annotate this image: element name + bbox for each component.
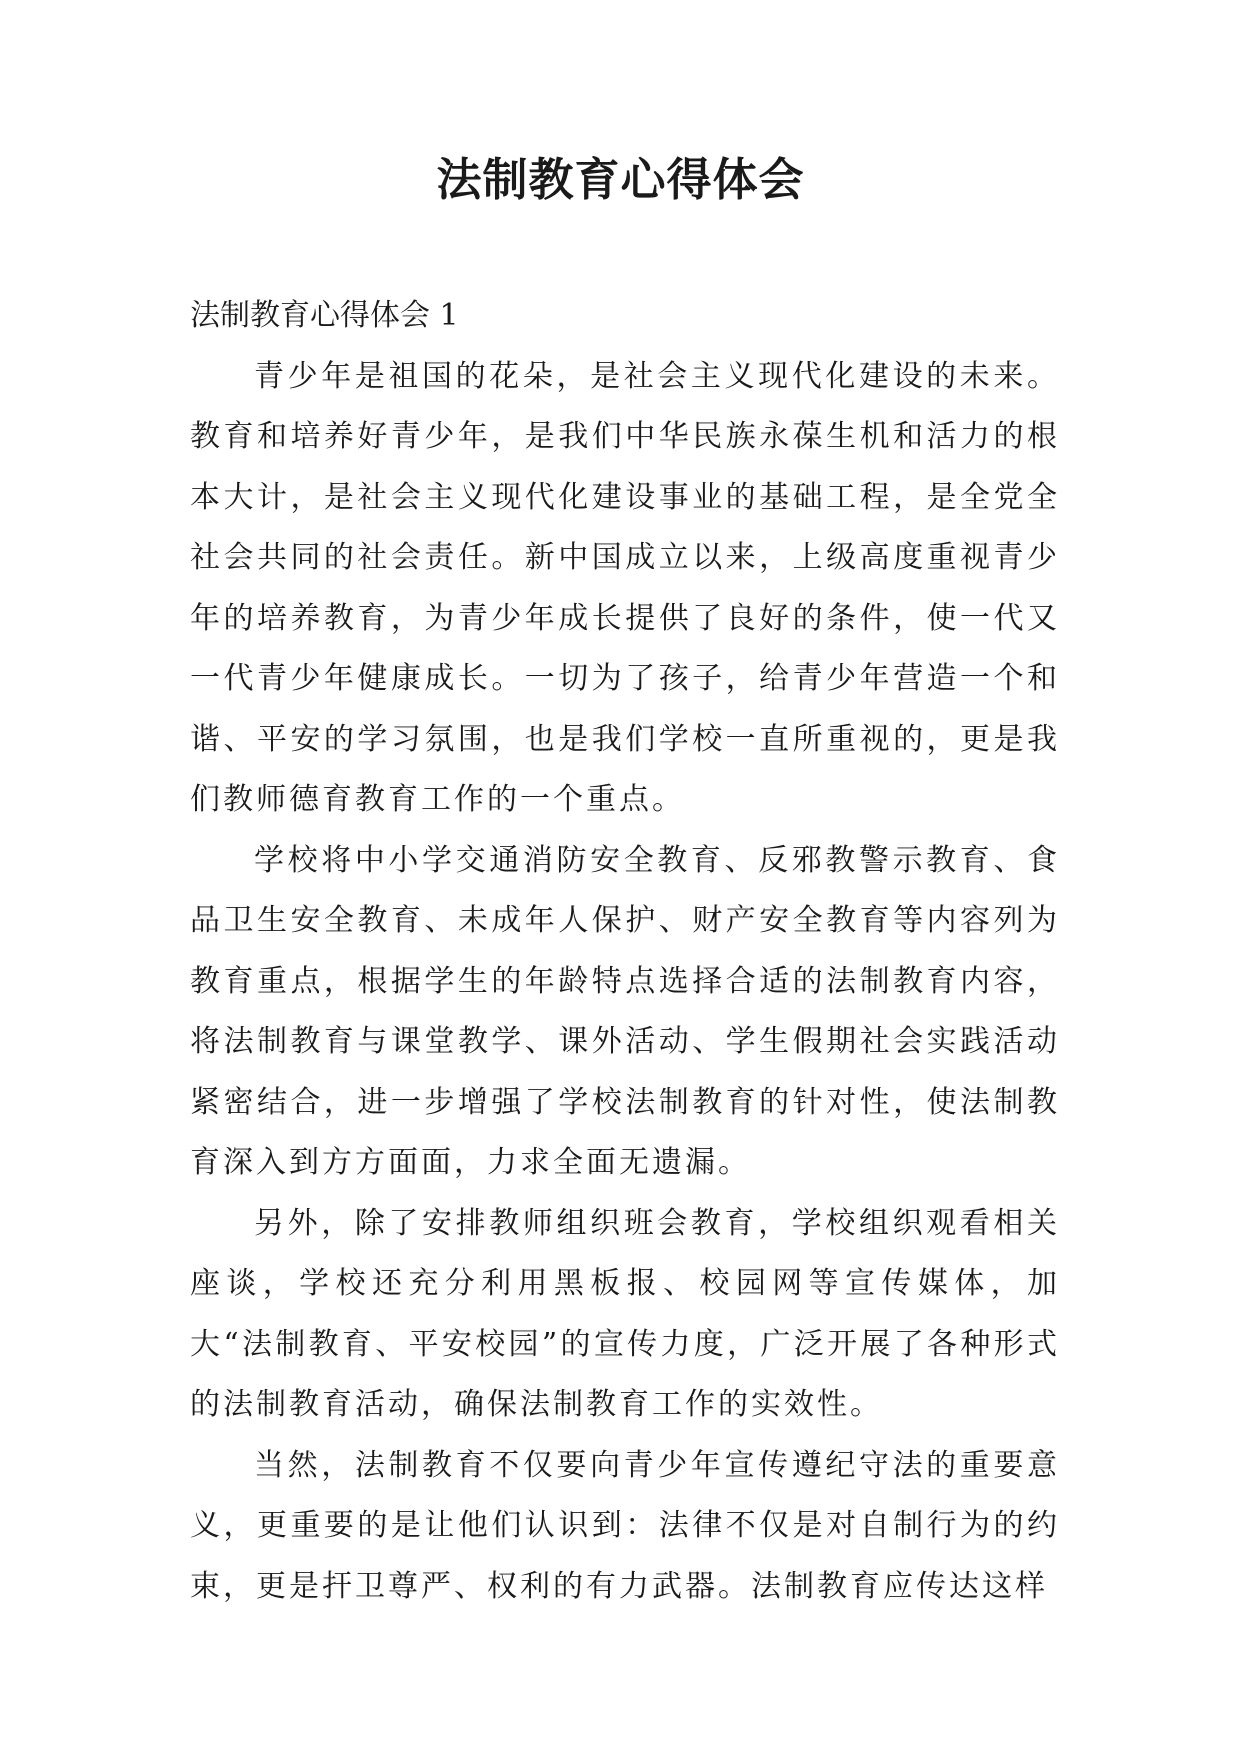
- paragraph-2: 学校将中小学交通消防安全教育、反邪教警示教育、食品卫生安全教育、未成年人保护、财产安全教育等内容列为教育重点，根据学生的年龄特点选择合适的法制教育内容，将法制教育与课堂教学、课外活动、学生假期社会实践活动紧密结合，进一步增强了学校法制教育的针对性，使法制教育深入到方方面面，力求全面无遗漏。: [190, 842, 1060, 1180]
- paragraph-1: 青少年是祖国的花朵，是社会主义现代化建设的未来。教育和培养好青少年，是我们中华民族永葆生机和活力的根本大计，是社会主义现代化建设事业的基础工程，是全党全社会共同的社会责任。新中国成立以来，上级高度重视青少年的培养教育，为青少年成长提供了良好的条件，使一代又一代青少年健康成长。一切为了孩子，给青少年营造一个和谐、平安的学习氛围，也是我们学校一直所重视的，更是我们教师德育教育工作的一个重点。: [190, 358, 1060, 817]
- paragraph-4: 当然，法制教育不仅要向青少年宣传遵纪守法的重要意义，更重要的是让他们认识到：法律不仅是对自制行为的约束，更是扞卫尊严、权利的有力武器。法制教育应传达这样: [190, 1447, 1060, 1604]
- page-title: 法制教育心得体会: [436, 153, 805, 206]
- paragraph-3: 另外，除了安排教师组织班会教育，学校组织观看相关座谈，学校还充分利用黑板报、校园网等宣传媒体，加大“法制教育、平安校园”的宣传力度，广泛开展了各种形式的法制教育活动，确保法制教育工作的实效性。: [190, 1205, 1060, 1422]
- document-body: [190, 286, 1060, 1617]
- section-heading: 法制教育心得体会 1: [190, 298, 459, 333]
